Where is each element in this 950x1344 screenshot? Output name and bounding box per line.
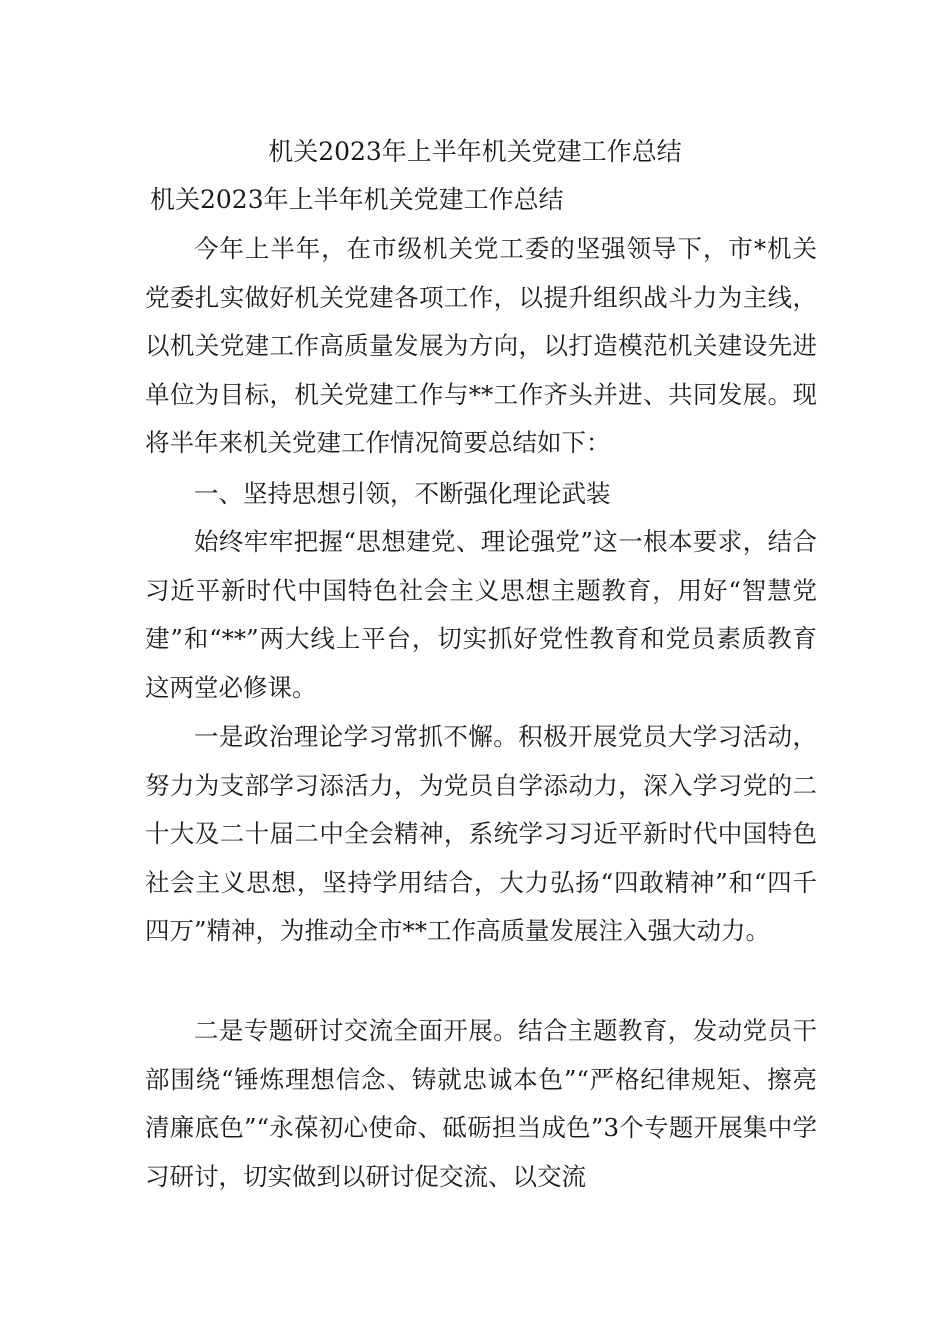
intro-paragraph: 今年上半年，在市级机关党工委的坚强领导下，市*机关党委扎实做好机关党建各项工作，以提升组织战斗力为主线，以机关党建工作高质量发展为方向，以打造模范机关建设先进单位为目标，机关党建工作与**工作齐头并进、共同发展。现将半年来机关党建工作情况简要总结如下： xyxy=(145,234,817,457)
section-body-paragraph: 始终牢牢把握“思想建党、理论强党”这一根本要求，结合习近平新时代中国特色社会主义思想主题教育，用好“智慧党建”和“**”两大线上平台，切实抓好党性教育和党员素质教育这两堂必修课。 xyxy=(145,527,817,702)
point-one-paragraph: 一是政治理论学习常抓不懈。积极开展党员大学习活动，努力为支部学习添活力，为党员自学添动力，深入学习党的二十大及二十届二中全会精神，系统学习习近平新时代中国特色社会主义思想，坚持学用结合，大力弘扬“四敢精神”和“四千四万”精神，为推动全市**工作高质量发展注入强大动力。 xyxy=(145,722,817,945)
point-two-paragraph: 二是专题研讨交流全面开展。结合主题教育，发动党员干部围绕“锤炼理想信念、铸就忠诚本色”“严格纪律规矩、擦亮清廉底色”“永葆初心使命、砥砺担当成色”3个专题开展集中学习研讨，切实做到以研讨促交流、以交流 xyxy=(145,1016,817,1191)
document-subtitle: 机关2023年上半年机关党建工作总结 xyxy=(150,185,564,214)
document-title: 机关2023年上半年机关党建工作总结 xyxy=(268,137,682,166)
section-heading: 一、坚持思想引领，不断强化理论武装 xyxy=(194,479,611,508)
